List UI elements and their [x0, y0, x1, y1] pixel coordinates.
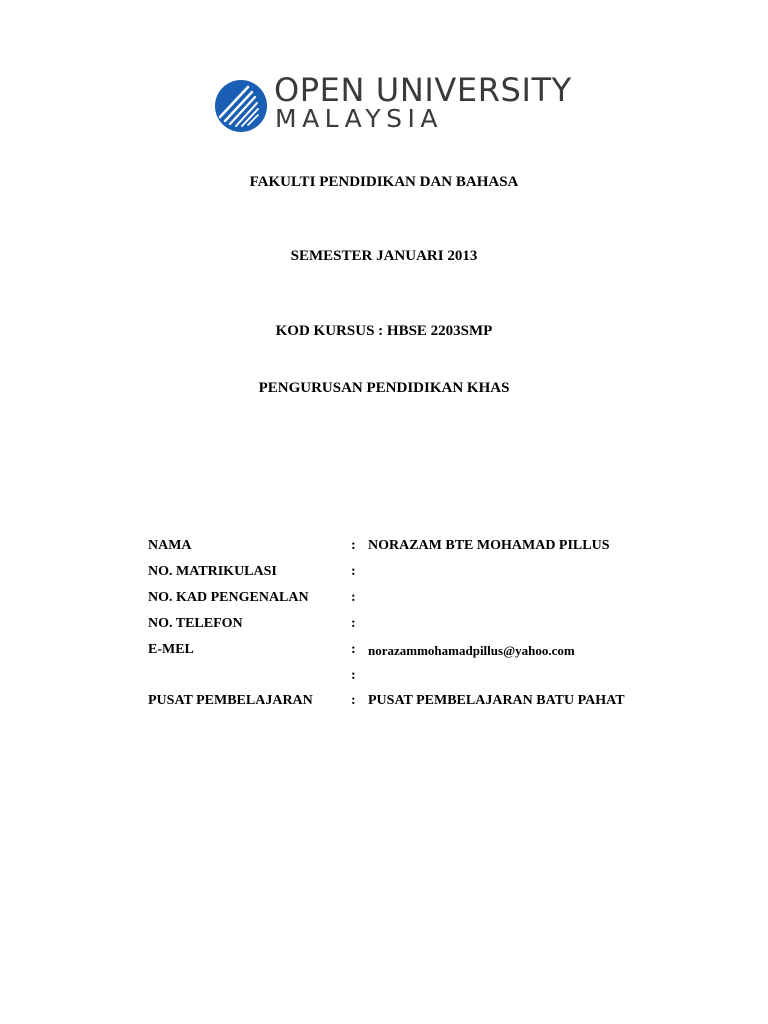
info-colon: : [351, 538, 356, 553]
info-value: PUSAT PEMBELAJARAN BATU PAHAT [368, 693, 625, 708]
info-label: NO. MATRIKULASI [148, 564, 277, 579]
info-colon: : [351, 564, 356, 579]
info-colon: : [351, 668, 356, 683]
info-label: NO. KAD PENGENALAN [148, 590, 309, 605]
semester-heading: SEMESTER JANUARI 2013 [290, 248, 478, 264]
course-title-heading: PENGURUSAN PENDIDIKAN KHAS [258, 380, 510, 396]
email-value: norazammohamadpillus@yahoo.com [368, 643, 575, 658]
info-value: NORAZAM BTE MOHAMAD PILLUS [368, 538, 610, 553]
info-label: E-MEL [148, 642, 194, 657]
course-code-heading: KOD KURSUS : HBSE 2203SMP [275, 323, 493, 339]
info-colon: : [351, 590, 356, 605]
university-logo [214, 71, 572, 134]
info-colon: : [351, 642, 356, 657]
logo-wordmark-line2: MALAYSIA [275, 104, 443, 133]
logo-wordmark-line1: OPEN UNIVERSITY [274, 71, 572, 109]
oum-globe-icon [214, 79, 268, 133]
info-label: PUSAT PEMBELAJARAN [148, 693, 313, 708]
info-colon: : [351, 693, 356, 708]
faculty-heading: FAKULTI PENDIDIKAN DAN BAHASA [249, 174, 519, 190]
info-label: NO. TELEFON [148, 616, 243, 631]
info-colon: : [351, 616, 356, 631]
info-label: NAMA [148, 538, 192, 553]
